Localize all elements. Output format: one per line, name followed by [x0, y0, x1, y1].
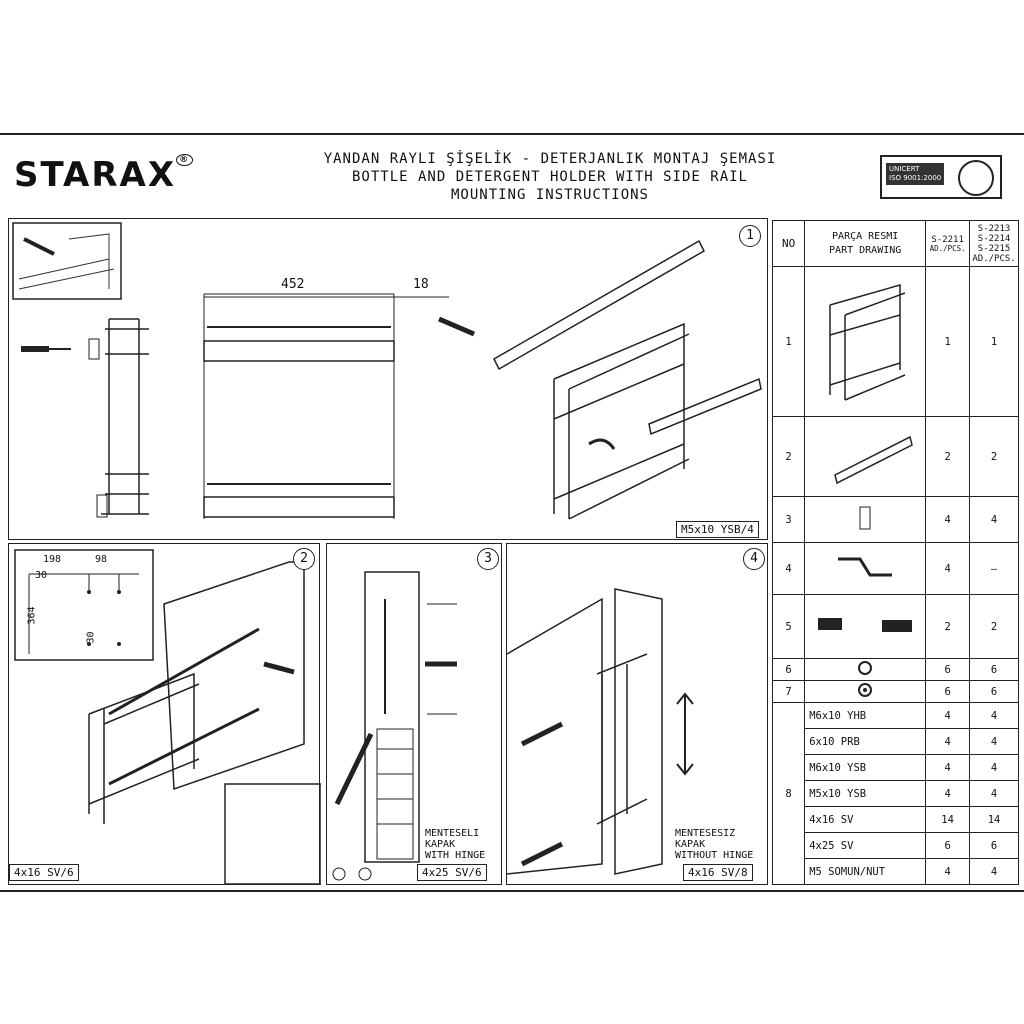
title-line-en: BOTTLE AND DETERGENT HOLDER WITH SIDE RAIL [351, 169, 748, 185]
qty-b: 6 [970, 659, 1019, 681]
part-7-drawing [805, 681, 926, 703]
page-title [260, 150, 840, 204]
qty-a: 6 [926, 833, 970, 859]
dimension-198: 198 [43, 554, 62, 565]
row-no: 4 [773, 543, 805, 595]
col-s2211: S-2211 AD./PCS. [926, 221, 970, 267]
row-no: 3 [773, 497, 805, 543]
qty-b: 2 [970, 417, 1019, 497]
screw-desc: 4x16 SV [805, 807, 926, 833]
qty-b: 2 [970, 595, 1019, 659]
table-row [773, 807, 1019, 833]
step-3-fastener-label: 4x25 SV/6 [417, 864, 487, 881]
dimension-offset: 18 [413, 277, 429, 292]
dimension-30-side: 30 [85, 631, 97, 644]
part-6-drawing [805, 659, 926, 681]
qty-b: 4 [970, 703, 1019, 729]
part-1-drawing [805, 267, 926, 417]
part-2-drawing [805, 417, 926, 497]
qty-b: 14 [970, 807, 1019, 833]
dimension-364: 364 [26, 606, 38, 625]
row-no: 6 [773, 659, 805, 681]
step-4-number: 4 [743, 548, 765, 570]
row-no: 5 [773, 595, 805, 659]
row-no: 8 [773, 703, 805, 885]
qty-a: 6 [926, 659, 970, 681]
dimension-30-top: 30 [35, 570, 48, 581]
qty-a: 14 [926, 807, 970, 833]
cert-text: UNICERT ISO 9001:2000 [886, 163, 944, 185]
certification-badge [880, 155, 1002, 199]
parts-table [772, 220, 1019, 885]
qty-b: — [970, 543, 1019, 595]
part-3-drawing [805, 497, 926, 543]
table-row [773, 833, 1019, 859]
qty-b: 6 [970, 681, 1019, 703]
title-line-tr: YANDAN RAYLI ŞİŞELİK - DETERJANLIK MONTAJ ŞEMASI [323, 151, 777, 167]
step-3-note: MENTESELI KAPAK WITH HINGE [425, 828, 486, 861]
qty-b: 4 [970, 729, 1019, 755]
brand-logo: STARAX ® [14, 155, 193, 195]
step-4-fastener-label: 4x16 SV/8 [683, 864, 753, 881]
table-row [773, 417, 1019, 497]
screw-desc: M5 SOMUN/NUT [805, 859, 926, 885]
col-no: NO [773, 221, 805, 267]
table-row [773, 659, 1019, 681]
qty-a: 2 [926, 595, 970, 659]
col-part-drawing: PARÇA RESMI PART DRAWING [805, 221, 926, 267]
table-row [773, 595, 1019, 659]
step-2-panel [8, 543, 320, 885]
qty-a: 4 [926, 543, 970, 595]
step-1-number: 1 [739, 225, 761, 247]
qty-a: 4 [926, 781, 970, 807]
table-header-row [773, 221, 1019, 267]
table-row [773, 543, 1019, 595]
screw-desc: M5x10 YSB [805, 781, 926, 807]
table-row [773, 729, 1019, 755]
table-row [773, 755, 1019, 781]
table-row [773, 497, 1019, 543]
step-1-drawing [9, 219, 769, 541]
screw-desc: M6x10 YSB [805, 755, 926, 781]
row-no: 1 [773, 267, 805, 417]
qty-a: 4 [926, 497, 970, 543]
screw-desc: 4x25 SV [805, 833, 926, 859]
table-row [773, 681, 1019, 703]
step-3-panel [326, 543, 502, 885]
step-2-fastener-label: 4x16 SV/6 [9, 864, 79, 881]
qty-b: 4 [970, 755, 1019, 781]
step-4-panel [506, 543, 768, 885]
qty-b: 4 [970, 497, 1019, 543]
qty-b: 1 [970, 267, 1019, 417]
qty-a: 6 [926, 681, 970, 703]
row-no: 7 [773, 681, 805, 703]
step-4-note: MENTESESIZ KAPAK WITHOUT HINGE [675, 828, 754, 861]
qty-b: 4 [970, 781, 1019, 807]
screw-desc: M6x10 YHB [805, 703, 926, 729]
step-2-drawing [9, 544, 321, 886]
row-no: 2 [773, 417, 805, 497]
step-3-number: 3 [477, 548, 499, 570]
qty-a: 4 [926, 859, 970, 885]
part-5-drawing [805, 595, 926, 659]
qty-b: 6 [970, 833, 1019, 859]
table-row [773, 703, 1019, 729]
cert-seal-icon [958, 160, 994, 196]
col-s2213: S-2213 S-2214 S-2215 AD./PCS. [970, 221, 1019, 267]
table-row [773, 859, 1019, 885]
qty-b: 4 [970, 859, 1019, 885]
step-1-panel [8, 218, 768, 540]
part-4-drawing [805, 543, 926, 595]
screw-desc: 6x10 PRB [805, 729, 926, 755]
qty-a: 1 [926, 267, 970, 417]
qty-a: 4 [926, 729, 970, 755]
step-2-number: 2 [293, 548, 315, 570]
dimension-width: 452 [281, 277, 305, 292]
table-row [773, 267, 1019, 417]
step-1-fastener-label: M5x10 YSB/4 [676, 521, 759, 538]
qty-a: 4 [926, 703, 970, 729]
title-line-en-2: MOUNTING INSTRUCTIONS [450, 187, 649, 203]
dimension-98: 98 [95, 554, 108, 565]
qty-a: 4 [926, 755, 970, 781]
qty-a: 2 [926, 417, 970, 497]
table-row [773, 781, 1019, 807]
